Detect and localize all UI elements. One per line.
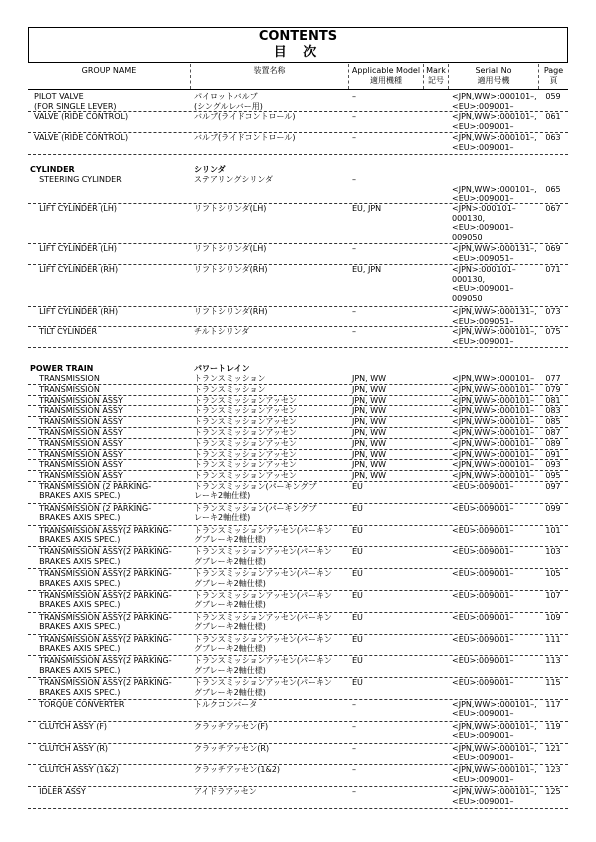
page-number-cell: 119 bbox=[545, 721, 561, 731]
table-row bbox=[28, 385, 568, 396]
applicable-model-cell: JPN, WW bbox=[352, 471, 387, 481]
jp-name-cell: チルトシリンダ bbox=[194, 327, 250, 336]
applicable-model-cell: JPN, WW bbox=[352, 460, 387, 470]
group-name-cell: TRANSMISSION ASSY(2 PARKING- BRAKES AXIS SPEC.) bbox=[39, 678, 172, 697]
applicable-model-cell: EU bbox=[352, 656, 363, 666]
header-page-label-jp: 頁 bbox=[549, 76, 558, 85]
table-row bbox=[28, 547, 568, 569]
jp-name-cell: リフトシリンダ(LH) bbox=[194, 244, 267, 253]
group-name-cell: TRANSMISSION ASSY(2 PARKING- BRAKES AXIS SPEC.) bbox=[39, 634, 172, 654]
applicable-model-cell: – bbox=[352, 699, 356, 709]
jp-name-cell: トランスミッションアッセン(パーキン グブレーキ2軸仕様) bbox=[194, 678, 332, 697]
group-name-cell: LIFT CYLINDER (LH) bbox=[34, 204, 117, 213]
jp-name-cell: トランスミッション(パーキングブ レーキ2軸仕様) bbox=[194, 481, 317, 501]
applicable-model-cell: EU, JPN bbox=[352, 265, 382, 274]
applicable-model-cell: EU bbox=[352, 612, 363, 622]
table-row bbox=[28, 374, 568, 385]
jp-name-cell: トランスミッションアッセン bbox=[194, 449, 297, 459]
group-name-cell: TRANSMISSION ASSY bbox=[34, 395, 123, 405]
group-name-cell: PILOT VALVE (FOR SINGLE LEVER) bbox=[34, 92, 117, 111]
table-row bbox=[28, 591, 568, 613]
applicable-model-cell: – bbox=[352, 112, 356, 121]
applicable-model-cell: – bbox=[352, 721, 356, 731]
applicable-model-cell: EU bbox=[352, 634, 363, 644]
serial-no-cell: <JPN,WW>:000101–, <EU>:009001– bbox=[452, 112, 537, 131]
table-row bbox=[28, 155, 568, 165]
table-row bbox=[28, 428, 568, 439]
table-row bbox=[28, 450, 568, 461]
serial-no-cell: <JPN,WW>:000101– bbox=[452, 471, 535, 481]
group-name-cell: LIFT CYLINDER (RH) bbox=[34, 265, 119, 274]
applicable-model-cell: EU bbox=[352, 503, 363, 513]
applicable-model-cell: EU bbox=[352, 678, 363, 688]
table-row bbox=[28, 635, 568, 657]
group-name-cell: TRANSMISSION ASSY bbox=[34, 460, 123, 470]
serial-no-cell: <JPN,WW>:000101–, <EU>:009001– bbox=[452, 721, 537, 741]
group-name-cell: CLUTCH ASSY (1&2) bbox=[34, 765, 119, 775]
serial-no-cell: <JPN>:000101– 000130, <EU>:009001– 009050 bbox=[452, 265, 516, 303]
serial-no-cell: <JPN,WW>:000101–, <EU>:009001– bbox=[452, 327, 537, 346]
group-name-cell: TRANSMISSION ASSY(2 PARKING- BRAKES AXIS SPEC.) bbox=[39, 590, 172, 610]
header-mark-label-jp: 記号 bbox=[428, 76, 444, 85]
table-row bbox=[28, 417, 568, 428]
jp-name-cell: トランスミッションアッセン bbox=[194, 417, 297, 427]
applicable-model-cell: EU bbox=[352, 590, 363, 600]
header-jp-name bbox=[191, 64, 349, 89]
table-row bbox=[28, 396, 568, 407]
group-name-cell: TRANSMISSION bbox=[34, 384, 100, 394]
applicable-model-cell: EU bbox=[352, 569, 363, 579]
table-row bbox=[28, 133, 568, 155]
header-serial-label-jp: 適用号機 bbox=[477, 76, 510, 85]
serial-no-cell: <JPN,WW>:000101– bbox=[452, 417, 535, 427]
page-number-cell: 081 bbox=[545, 395, 561, 405]
jp-name-cell: トランスミッションアッセン(パーキン グブレーキ2軸仕様) bbox=[194, 547, 332, 566]
jp-name-cell: トランスミッションアッセン bbox=[194, 395, 297, 405]
group-name-cell: VALVE (RIDE CONTROL) bbox=[34, 112, 129, 121]
page-title: CONTENTS bbox=[258, 29, 338, 44]
contents-table bbox=[28, 92, 568, 809]
page-number-cell: 069 bbox=[545, 244, 561, 253]
group-name-cell: TRANSMISSION ASSY bbox=[34, 406, 123, 416]
serial-no-cell: <JPN,WW>:000101– bbox=[452, 438, 535, 448]
applicable-model-cell: JPN, WW bbox=[352, 395, 387, 405]
page-number-cell: 083 bbox=[545, 406, 561, 416]
serial-no-cell: <JPN,WW>:000101–, <EU>:009001– bbox=[452, 184, 537, 203]
section-heading-row bbox=[28, 364, 568, 374]
serial-no-cell: <JPN,WW>:000101–, <EU>:009001– bbox=[452, 787, 537, 806]
table-row bbox=[28, 700, 568, 722]
table-row bbox=[28, 569, 568, 591]
serial-no-cell: <EU>:009001– bbox=[452, 590, 514, 600]
table-row bbox=[28, 327, 568, 348]
serial-no-cell: <EU>:009001– bbox=[452, 503, 514, 513]
applicable-model-cell: JPN, WW bbox=[352, 417, 387, 427]
serial-no-cell: <JPN,WW>:000101–, <EU>:009001– bbox=[452, 699, 537, 719]
serial-no-cell: <EU>:009001– bbox=[452, 569, 514, 579]
serial-no-cell: <JPN,WW>:000101– bbox=[452, 395, 535, 405]
serial-no-cell: <JPN,WW>:000101–, <EU>:009001– bbox=[452, 133, 537, 152]
table-row bbox=[28, 526, 568, 548]
jp-name-cell: トランスミッションアッセン(パーキン グブレーキ2軸仕様) bbox=[194, 525, 332, 545]
jp-name-cell: クラッチアッセン(R) bbox=[194, 743, 270, 753]
table-row bbox=[28, 613, 568, 635]
page-number-cell: 079 bbox=[545, 384, 561, 394]
jp-name-cell: トランスミッションアッセン bbox=[194, 438, 297, 448]
page-number-cell: 125 bbox=[545, 787, 561, 797]
table-row bbox=[28, 765, 568, 787]
serial-no-cell: <EU>:009001– bbox=[452, 547, 514, 557]
serial-no-cell: <JPN,WW>:000131–, <EU>:009051– bbox=[452, 307, 537, 326]
applicable-model-cell: EU bbox=[352, 547, 363, 557]
table-row bbox=[28, 504, 568, 526]
group-name-cell: TORQUE CONVERTER bbox=[34, 699, 125, 709]
header-applicable bbox=[349, 64, 424, 89]
group-name-cell: TRANSMISSION (2 PARKING- BRAKES AXIS SPEC.) bbox=[39, 481, 152, 501]
header-page bbox=[539, 64, 568, 89]
group-name-cell: CLUTCH ASSY (F) bbox=[34, 721, 108, 731]
page-number-cell: 111 bbox=[545, 634, 561, 644]
page-number-cell: 099 bbox=[545, 503, 561, 513]
page-number-cell: 101 bbox=[545, 525, 561, 535]
jp-name-cell: ステアリングシリンダ bbox=[194, 175, 274, 184]
serial-no-cell: <EU>:009001– bbox=[452, 634, 514, 644]
applicable-model-cell: EU bbox=[352, 481, 363, 491]
group-name-cell: TRANSMISSION (2 PARKING- BRAKES AXIS SPEC.) bbox=[39, 503, 152, 523]
serial-no-cell: <EU>:009001– bbox=[452, 656, 514, 666]
page-number-cell: 103 bbox=[545, 547, 561, 557]
header-group-label: GROUP NAME bbox=[81, 66, 137, 75]
group-name-cell: TRANSMISSION ASSY(2 PARKING- BRAKES AXIS SPEC.) bbox=[39, 612, 172, 632]
serial-no-cell: <JPN,WW>:000101– bbox=[452, 406, 535, 416]
jp-name-cell: トルクコンバータ bbox=[194, 699, 258, 709]
table-row bbox=[28, 471, 568, 482]
table-row bbox=[28, 175, 568, 204]
jp-name-cell: クラッチアッセン(F) bbox=[194, 721, 269, 731]
group-name-cell: IDLER ASSY bbox=[34, 787, 86, 797]
header-jp-label: 装置名称 bbox=[253, 66, 286, 75]
page-number-cell: 091 bbox=[545, 449, 561, 459]
header-applicable-label-jp: 適用機種 bbox=[370, 76, 402, 85]
jp-name-cell: アイドラアッセン bbox=[194, 787, 257, 797]
page-number-cell: 121 bbox=[545, 743, 561, 753]
serial-no-cell: <JPN,WW>:000101–, <EU>:009001– bbox=[452, 765, 537, 784]
header-mark-label: Mark bbox=[426, 66, 446, 75]
page-number-cell: 109 bbox=[545, 612, 561, 622]
table-row bbox=[28, 204, 568, 244]
page-title-jp: 目 次 bbox=[273, 45, 323, 60]
group-name-cell: TRANSMISSION ASSY(2 PARKING- BRAKES AXIS SPEC.) bbox=[39, 569, 172, 588]
group-name-cell: POWER TRAIN bbox=[30, 364, 94, 373]
serial-no-cell: <JPN,WW>:000101– bbox=[452, 374, 535, 383]
jp-name-cell: トランスミッション(パーキングブ レーキ2軸仕様) bbox=[194, 503, 317, 523]
page-number-cell: 063 bbox=[545, 133, 561, 142]
jp-name-cell: トランスミッションアッセン bbox=[194, 471, 297, 481]
jp-name-cell: パワートレイン bbox=[194, 364, 250, 373]
page-number-cell: 095 bbox=[545, 471, 561, 481]
jp-name-cell: トランスミッションアッセン(パーキン グブレーキ2軸仕様) bbox=[194, 612, 332, 632]
applicable-model-cell: – bbox=[352, 327, 356, 336]
group-name-cell: TRANSMISSION ASSY(2 PARKING- BRAKES AXIS SPEC.) bbox=[39, 656, 172, 675]
header-page-label: Page bbox=[543, 66, 564, 75]
group-name-cell: TRANSMISSION ASSY(2 PARKING- BRAKES AXIS SPEC.) bbox=[39, 547, 172, 566]
table-row bbox=[28, 460, 568, 471]
table-row bbox=[28, 307, 568, 327]
serial-no-cell: <JPN,WW>:000101–, <EU>:009001– bbox=[452, 743, 537, 763]
table-row bbox=[28, 744, 568, 766]
group-name-cell: TRANSMISSION ASSY bbox=[34, 471, 123, 481]
serial-no-cell: <EU>:009001– bbox=[452, 481, 514, 491]
applicable-model-cell: – bbox=[352, 133, 356, 142]
page-number-cell: 073 bbox=[545, 307, 561, 316]
group-name-cell: CLUTCH ASSY (R) bbox=[34, 743, 109, 753]
table-row bbox=[28, 348, 568, 364]
page-number-cell: 093 bbox=[545, 460, 561, 470]
jp-name-cell: トランスミッションアッセン(パーキン グブレーキ2軸仕様) bbox=[194, 634, 332, 654]
applicable-model-cell: EU bbox=[352, 525, 363, 535]
group-name-cell: LIFT CYLINDER (LH) bbox=[34, 244, 117, 253]
applicable-model-cell: – bbox=[352, 307, 356, 316]
applicable-model-cell: JPN, WW bbox=[352, 438, 387, 448]
table-row bbox=[28, 112, 568, 133]
group-name-cell: LIFT CYLINDER (RH) bbox=[34, 307, 119, 316]
page-number-cell: 097 bbox=[545, 481, 561, 491]
jp-name-cell: シリンダ bbox=[194, 165, 226, 174]
page-number-cell: 113 bbox=[545, 656, 561, 666]
header-mark bbox=[424, 64, 449, 89]
serial-no-cell: <JPN,WW>:000101– bbox=[452, 384, 535, 394]
page-number-cell: 067 bbox=[545, 204, 561, 213]
jp-name-cell: トランスミッションアッセン bbox=[194, 427, 297, 437]
page-number-cell: 087 bbox=[545, 427, 561, 437]
serial-no-cell: <JPN,WW>:000101–, <EU>:009001– bbox=[452, 92, 537, 111]
jp-name-cell: バルブ(ライドコントロール) bbox=[194, 112, 296, 121]
jp-name-cell: トランスミッションアッセン(パーキン グブレーキ2軸仕様) bbox=[194, 590, 332, 610]
page-number-cell: 061 bbox=[545, 112, 561, 121]
header-serial bbox=[449, 64, 539, 89]
page-number-cell: 115 bbox=[545, 678, 561, 688]
applicable-model-cell: – bbox=[352, 787, 356, 797]
page-number-cell: 077 bbox=[545, 374, 561, 383]
page-number-cell: 071 bbox=[545, 265, 561, 274]
serial-no-cell: <JPN,WW>:000101– bbox=[452, 449, 535, 459]
applicable-model-cell: – bbox=[352, 743, 356, 753]
jp-name-cell: リフトシリンダ(RH) bbox=[194, 265, 268, 274]
table-row bbox=[28, 406, 568, 417]
jp-name-cell: バルブ(ライドコントロール) bbox=[194, 133, 296, 142]
page-number-cell: 059 bbox=[545, 92, 561, 101]
applicable-model-cell: – bbox=[352, 244, 356, 253]
jp-name-cell: トランスミッションアッセン bbox=[194, 460, 297, 470]
serial-no-cell: <JPN,WW>:000101– bbox=[452, 460, 535, 470]
page-number-cell: 107 bbox=[545, 590, 561, 600]
page-number-cell: 089 bbox=[545, 438, 561, 448]
page-number-cell: 085 bbox=[545, 417, 561, 427]
group-name-cell: VALVE (RIDE CONTROL) bbox=[34, 133, 129, 142]
serial-no-cell: <JPN>:000101– 000130, <EU>:009001– 009050 bbox=[452, 204, 516, 242]
group-name-cell: TRANSMISSION ASSY bbox=[34, 438, 123, 448]
table-row bbox=[28, 787, 568, 809]
group-name-cell: TILT CYLINDER bbox=[34, 327, 98, 336]
serial-no-cell: <EU>:009001– bbox=[452, 612, 514, 622]
applicable-model-cell: JPN, WW bbox=[352, 427, 387, 437]
title-box bbox=[28, 27, 568, 63]
serial-no-cell: <JPN,WW>:000131–, <EU>:009051– bbox=[452, 244, 537, 263]
group-name-cell: TRANSMISSION ASSY bbox=[34, 449, 123, 459]
page-number-cell: 117 bbox=[545, 699, 561, 709]
jp-name-cell: トランスミッションアッセン(パーキン グブレーキ2軸仕様) bbox=[194, 569, 332, 588]
applicable-model-cell: JPN, WW bbox=[352, 406, 387, 416]
header-serial-label: Serial No bbox=[475, 66, 512, 75]
jp-name-cell: トランスミッション bbox=[194, 374, 266, 383]
table-row bbox=[28, 656, 568, 678]
page-number-cell: 105 bbox=[545, 569, 561, 579]
applicable-model-cell: JPN, WW bbox=[352, 449, 387, 459]
applicable-model-cell: EU, JPN bbox=[352, 204, 382, 213]
page-number-cell: 075 bbox=[545, 327, 561, 336]
applicable-model-cell: – bbox=[352, 175, 356, 184]
applicable-model-cell: – bbox=[352, 92, 356, 101]
jp-name-cell: トランスミッションアッセン bbox=[194, 406, 297, 416]
serial-no-cell: <EU>:009001– bbox=[452, 678, 514, 688]
group-name-cell: CYLINDER bbox=[30, 165, 75, 174]
serial-no-cell: <EU>:009001– bbox=[452, 525, 514, 535]
page-number-cell: 123 bbox=[545, 765, 561, 775]
jp-name-cell: リフトシリンダ(LH) bbox=[194, 204, 267, 213]
table-row bbox=[28, 678, 568, 700]
table-row bbox=[28, 244, 568, 265]
group-name-cell: TRANSMISSION ASSY(2 PARKING- BRAKES AXIS SPEC.) bbox=[39, 525, 172, 545]
jp-name-cell: トランスミッション bbox=[194, 384, 266, 394]
group-name-cell: TRANSMISSION ASSY bbox=[34, 417, 123, 427]
table-row bbox=[28, 265, 568, 307]
table-row bbox=[28, 482, 568, 504]
jp-name-cell: パイロットバルブ (シングルレバー用) bbox=[194, 92, 263, 111]
applicable-model-cell: – bbox=[352, 765, 356, 775]
table-row bbox=[28, 439, 568, 450]
serial-no-cell: <JPN,WW>:000101– bbox=[452, 427, 535, 437]
table-row bbox=[28, 722, 568, 744]
jp-name-cell: クラッチアッセン(1&2) bbox=[194, 765, 280, 775]
applicable-model-cell: JPN, WW bbox=[352, 374, 387, 383]
header-applicable-label: Applicable Model bbox=[351, 66, 421, 75]
jp-name-cell: トランスミッションアッセン(パーキン グブレーキ2軸仕様) bbox=[194, 656, 332, 675]
table-row bbox=[28, 92, 568, 112]
applicable-model-cell: JPN, WW bbox=[352, 384, 387, 394]
jp-name-cell: リフトシリンダ(RH) bbox=[194, 307, 268, 316]
group-name-cell: TRANSMISSION ASSY bbox=[34, 427, 123, 437]
group-name-cell: STEERING CYLINDER bbox=[34, 175, 122, 184]
header-group-name bbox=[28, 64, 191, 89]
section-heading-row bbox=[28, 165, 568, 175]
column-header-row bbox=[28, 64, 568, 90]
group-name-cell: TRANSMISSION bbox=[34, 374, 100, 383]
page-number-cell: 065 bbox=[545, 184, 561, 194]
